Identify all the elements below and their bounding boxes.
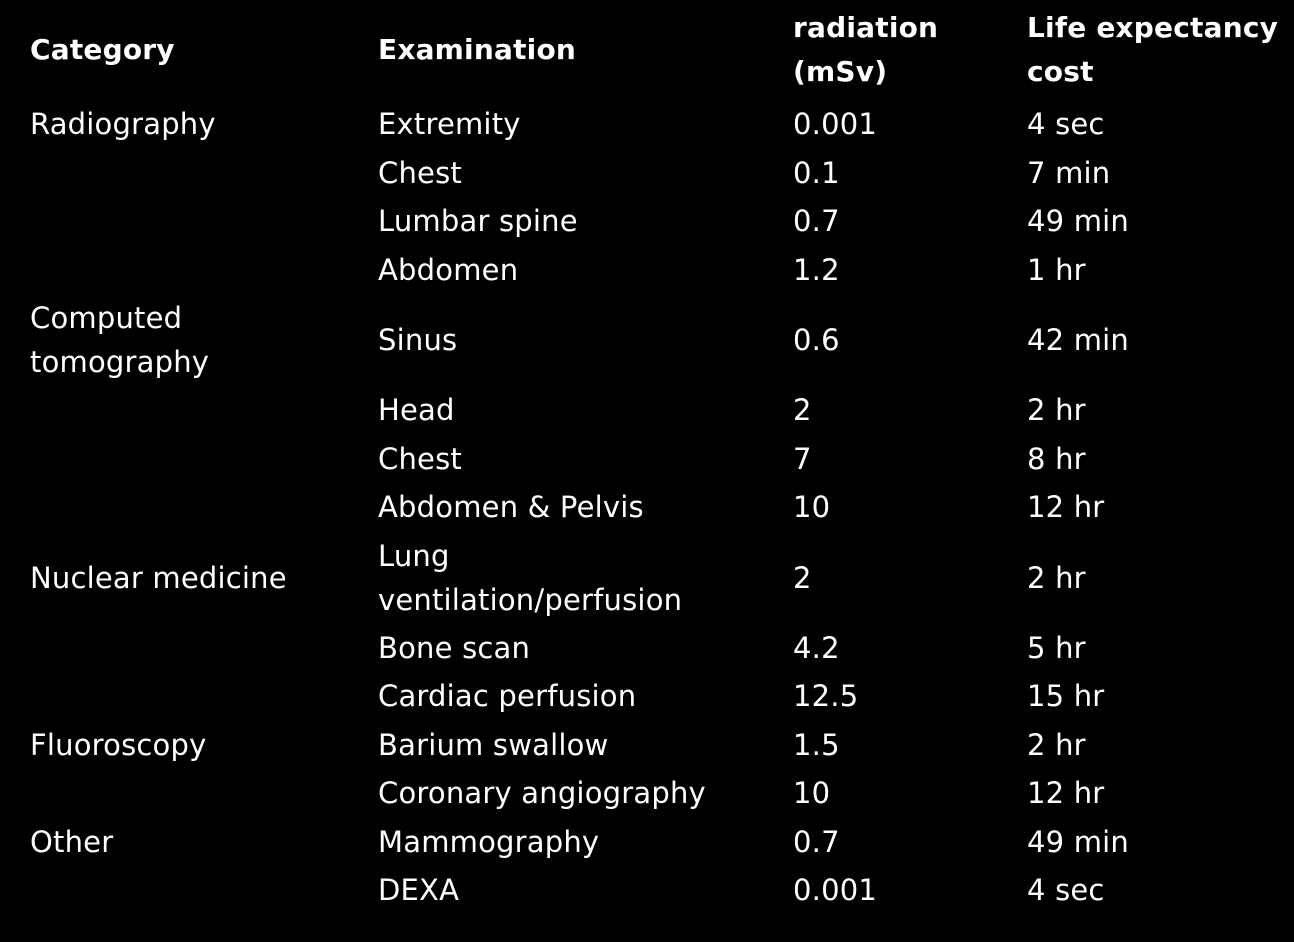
header-cost [1027, 0, 1290, 100]
table-row [30, 769, 1290, 818]
radiation-cell: 0.001 [793, 107, 878, 142]
radiation-cell: 12.5 [793, 679, 859, 714]
examination-cell: Chest [378, 155, 462, 190]
radiation-cell: 0.001 [793, 873, 878, 908]
category-cell [30, 866, 378, 915]
header-cost-line1: Life expectancy [1027, 11, 1279, 44]
cost-cell: 8 hr [1027, 441, 1086, 476]
examination-cell: Extremity [378, 107, 521, 142]
cost-cell: 2 hr [1027, 393, 1086, 428]
radiation-cell: 0.1 [793, 155, 840, 190]
category-line1: Computed [30, 301, 183, 335]
examination-cell: Abdomen & Pelvis [378, 490, 644, 525]
header-examination: Examination [378, 33, 577, 66]
category-cell: Fluoroscopy [30, 727, 207, 762]
table-row [30, 149, 1290, 198]
radiation-cell: 7 [793, 441, 812, 476]
cost-cell: 2 hr [1027, 560, 1086, 595]
radiation-cell: 0.7 [793, 204, 840, 239]
radiation-table [30, 0, 1290, 915]
examination-cell [378, 532, 793, 624]
radiation-cell: 10 [793, 776, 831, 811]
header-radiation [793, 0, 1027, 100]
category-cell [30, 435, 378, 484]
cost-cell: 1 hr [1027, 252, 1086, 287]
table-row [30, 818, 1290, 867]
examination-cell: Chest [378, 441, 462, 476]
header-cost-line2: cost [1027, 55, 1094, 88]
category-cell [30, 386, 378, 435]
table-row [30, 435, 1290, 484]
radiation-cell: 2 [793, 393, 812, 428]
examination-cell: Head [378, 393, 455, 428]
category-cell: Nuclear medicine [30, 560, 287, 595]
cost-cell: 7 min [1027, 155, 1111, 190]
category-cell [30, 483, 378, 532]
category-cell: Other [30, 824, 114, 859]
table-row [30, 100, 1290, 149]
category-cell [30, 294, 378, 386]
radiation-cell: 10 [793, 490, 831, 525]
table-row [30, 721, 1290, 770]
cost-cell: 42 min [1027, 323, 1130, 357]
cost-cell: 49 min [1027, 824, 1130, 859]
radiation-cell: 0.7 [793, 824, 840, 859]
radiation-cell: 2 [793, 560, 812, 595]
cost-cell: 5 hr [1027, 630, 1086, 665]
table-row [30, 246, 1290, 295]
category-cell [30, 197, 378, 246]
category-cell [30, 149, 378, 198]
table-row [30, 483, 1290, 532]
examination-cell: Cardiac perfusion [378, 679, 637, 714]
header-radiation-line1: radiation [793, 11, 939, 44]
cost-cell: 12 hr [1027, 776, 1105, 811]
cost-cell: 15 hr [1027, 679, 1105, 714]
cost-cell: 2 hr [1027, 727, 1086, 762]
radiation-cell: 4.2 [793, 630, 840, 665]
radiation-cell: 0.6 [793, 323, 840, 357]
category-cell [30, 672, 378, 721]
header-radiation-line2: (mSv) [793, 55, 888, 88]
category-cell [30, 624, 378, 673]
table-row [30, 866, 1290, 915]
category-cell: Radiography [30, 107, 216, 142]
examination-line1: Lung [378, 538, 450, 573]
examination-cell: Lumbar spine [378, 204, 578, 239]
table-row [30, 386, 1290, 435]
category-cell [30, 769, 378, 818]
header-category: Category [30, 33, 175, 66]
cost-cell: 49 min [1027, 204, 1130, 239]
examination-cell: Barium swallow [378, 727, 609, 762]
table-row [30, 294, 1290, 386]
examination-cell: Sinus [378, 323, 458, 357]
cost-cell: 4 sec [1027, 873, 1105, 908]
table-row [30, 197, 1290, 246]
table-row [30, 672, 1290, 721]
cost-cell: 12 hr [1027, 490, 1105, 525]
examination-cell: Mammography [378, 824, 600, 859]
examination-cell: DEXA [378, 873, 460, 908]
category-cell [30, 246, 378, 295]
category-line2: tomography [30, 345, 210, 379]
examination-line2: ventilation/perfusion [378, 582, 683, 617]
table-row [30, 532, 1290, 624]
examination-cell: Bone scan [378, 630, 531, 665]
examination-cell: Abdomen [378, 252, 519, 287]
radiation-cell: 1.2 [793, 252, 840, 287]
cost-cell: 4 sec [1027, 107, 1105, 142]
table-row [30, 624, 1290, 673]
examination-cell: Coronary angiography [378, 776, 706, 811]
radiation-cell: 1.5 [793, 727, 840, 762]
header-row [30, 0, 1290, 100]
